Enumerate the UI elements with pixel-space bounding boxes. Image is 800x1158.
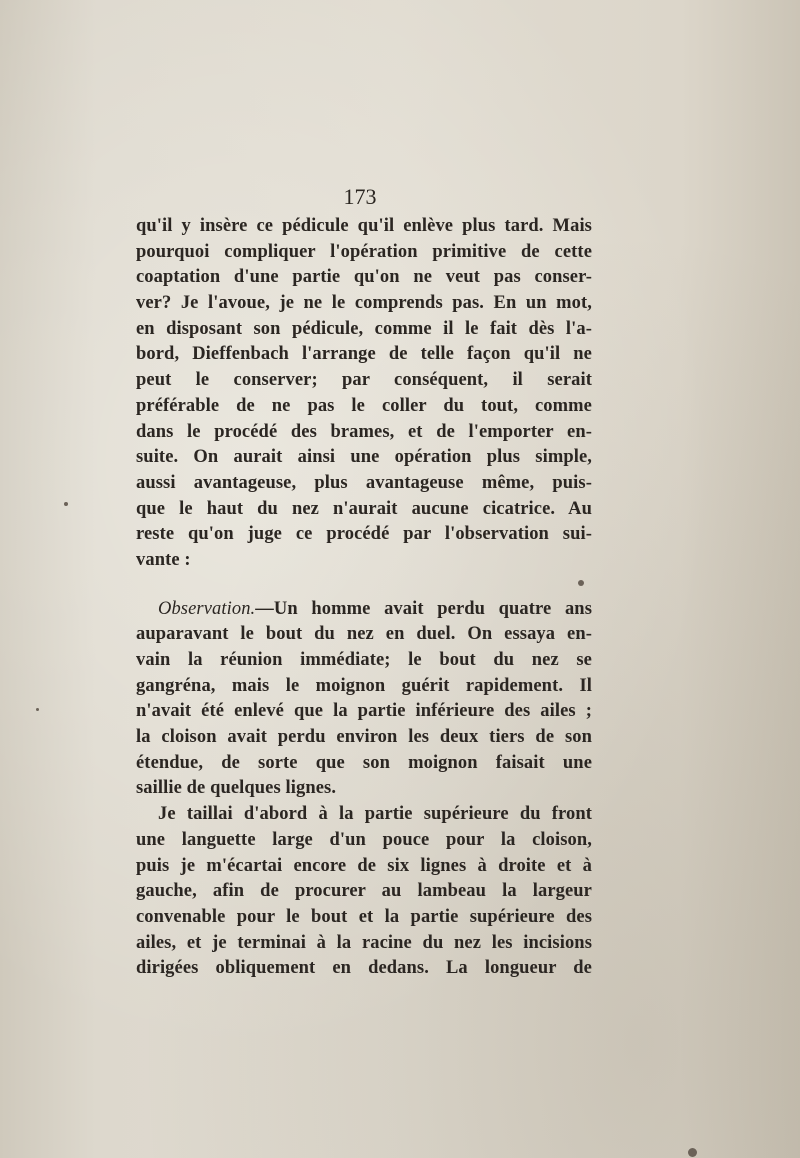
- text-line: étendue, de sorte que son moignon faisait une: [136, 752, 592, 773]
- observation-first-line: [136, 597, 592, 623]
- text-line: reste qu'on juge ce procédé par l'observation sui-: [136, 524, 592, 545]
- paper-speck: [688, 1148, 697, 1157]
- text-line: suite. On aurait ainsi une opération plus simple,: [136, 447, 592, 468]
- text-line: puis je m'écartai encore de six lignes à droite et à: [136, 855, 592, 876]
- observation-line-text: —Un homme avait perdu quatre ans: [255, 598, 592, 619]
- text-line: n'avait été enlevé que la partie inférieure des ailes ;: [136, 701, 592, 722]
- text-line: dirigées obliquement en dedans. La longueur de: [136, 958, 592, 979]
- text-line: vain la réunion immédiate; le bout du nez se: [136, 650, 592, 670]
- body-text: [136, 214, 592, 982]
- text-line: saillie de quelques lignes.: [136, 778, 337, 799]
- text-line: aussi avantageuse, plus avantageuse même, puis-: [136, 472, 592, 493]
- paper-speck: [64, 502, 68, 506]
- observation-heading: Observation.: [158, 598, 256, 619]
- text-line: gangréna, mais le moignon guérit rapidement. Il: [136, 675, 592, 696]
- text-line: Je taillai d'abord à la partie supérieure du front: [158, 804, 592, 825]
- text-line: bord, Dieffenbach l'arrange de telle façon qu'il ne: [136, 344, 592, 365]
- text-line: gauche, afin de procurer au lambeau la largeur: [136, 881, 592, 902]
- paper-speck: [578, 580, 584, 586]
- text-line: ver? Je l'avoue, je ne le comprends pas. En un mot,: [136, 293, 592, 314]
- text-line: en disposant son pédicule, comme il le fait dès l'a-: [136, 318, 592, 339]
- text-line: dans le procédé des brames, et de l'emporter en-: [136, 421, 592, 442]
- text-line: ailes, et je terminai à la racine du nez les incisions: [136, 932, 592, 953]
- text-line: convenable pour le bout et la partie supérieure des: [136, 906, 592, 927]
- text-line: coaptation d'une partie qu'on ne veut pas conser-: [136, 267, 592, 288]
- text-line: préférable de ne pas le coller du tout, comme: [136, 395, 592, 416]
- text-line: vante :: [136, 549, 191, 570]
- text-line: une languette large d'un pouce pour la cloison,: [136, 829, 592, 850]
- text-line: qu'il y insère ce pédicule qu'il enlève plus tard. Mais: [136, 216, 592, 236]
- paper-speck: [36, 708, 39, 711]
- text-line: auparavant le bout du nez en duel. On essaya en-: [136, 624, 592, 645]
- text-line: la cloison avait perdu environ les deux tiers de son: [136, 727, 592, 748]
- page-number: 173: [343, 184, 377, 209]
- text-line: peut le conserver; par conséquent, il serait: [136, 370, 592, 391]
- text-line: que le haut du nez n'aurait aucune cicatrice. Au: [136, 498, 592, 519]
- text-line: pourquoi compliquer l'opération primitive de cette: [136, 241, 592, 262]
